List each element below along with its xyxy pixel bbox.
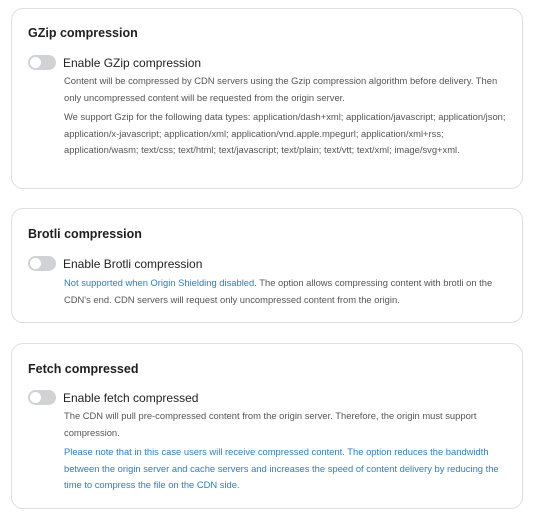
gzip-title: GZip compression bbox=[28, 26, 138, 40]
gzip-supported-types: We support Gzip for the following data types: application/dash+xml; application/javascript; application/json; application/x-javascript; application/xml; application/vnd.apple.mpegurl; application/xml+rss; application/wasm; text/css; text/html; text/javascript; text/plain; text/vtt; text/xml; image/svg+xml. bbox=[64, 111, 506, 156]
brotli-toggle-label: Enable Brotli compression bbox=[63, 256, 203, 271]
fetch-toggle-label: Enable fetch compressed bbox=[63, 390, 199, 405]
brotli-title: Brotli compression bbox=[28, 227, 142, 241]
brotli-compression-card bbox=[11, 208, 523, 323]
fetch-toggle-row[interactable] bbox=[28, 390, 198, 405]
toggle-knob bbox=[30, 258, 41, 269]
fetch-description: The CDN will pull pre-compressed content from the origin server. Therefore, the origin must support compression. bbox=[64, 410, 477, 438]
origin-shielding-link[interactable]: Not supported when Origin Shielding disabled. bbox=[64, 277, 257, 288]
gzip-toggle-label: Enable GZip compression bbox=[63, 55, 202, 70]
brotli-description bbox=[64, 275, 514, 308]
gzip-compression-card bbox=[11, 8, 523, 189]
fetch-compressed-card bbox=[11, 343, 523, 509]
brotli-toggle[interactable] bbox=[28, 256, 56, 271]
fetch-title: Fetch compressed bbox=[28, 362, 139, 376]
gzip-toggle[interactable] bbox=[28, 55, 56, 70]
fetch-note: Please note that in this case users will receive compressed content. The option reduces the bandwidth between the origin server and cache servers and increases the speed of content delivery by reducing the time to compress the file on the CDN side. bbox=[64, 446, 499, 491]
toggle-knob bbox=[30, 392, 41, 403]
fetch-toggle[interactable] bbox=[28, 390, 56, 405]
toggle-knob bbox=[30, 57, 41, 68]
gzip-description: Content will be compressed by CDN servers using the Gzip compression algorithm before delivery. Then only uncompressed content will be requested from the origin server. bbox=[64, 75, 498, 103]
brotli-toggle-row[interactable] bbox=[28, 256, 202, 271]
brotli-description-text: The option allows compressing content with brotli on the CDN's end. CDN servers will request only uncompressed content from the origin. bbox=[64, 277, 493, 305]
gzip-toggle-row[interactable] bbox=[28, 55, 201, 70]
